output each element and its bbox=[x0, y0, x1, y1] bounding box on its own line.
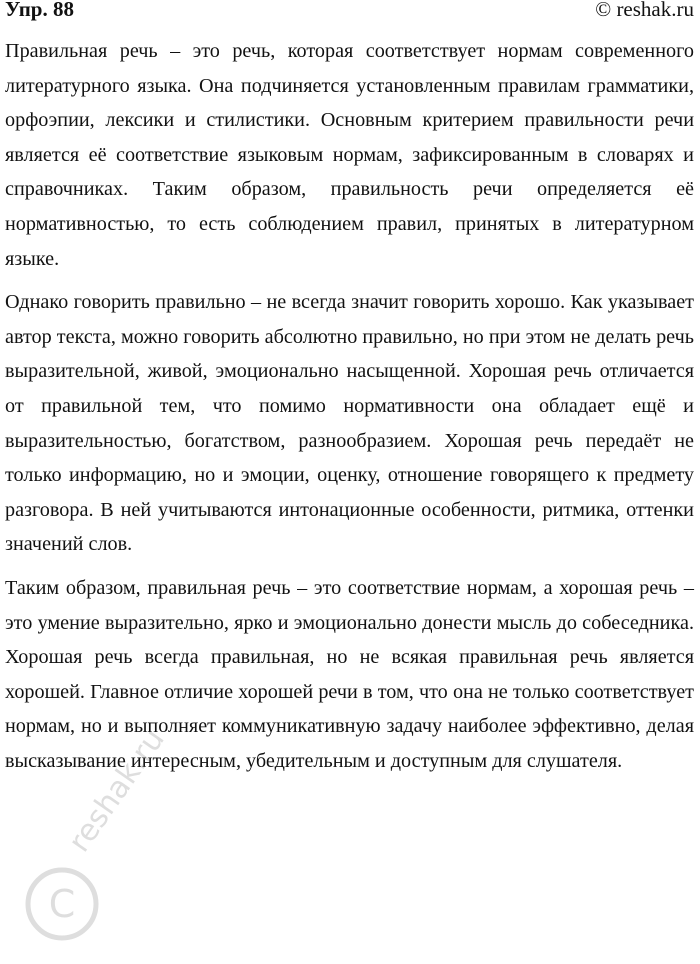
watermark-text: reshak.ru bbox=[61, 722, 172, 859]
paragraph-1: Правильная речь – это речь, которая соответствует нормам современного литературного языка. Она подчиняется установленным правилам грамматики, орфоэпии, лексики и стилистики. Основным критерием правильности речи является её соответствие языковым нормам, зафиксированным в словарях и справочниках. Таким образом, правильность речи определяется её нормативностью, то есть соблюдением правил, принятых в литературном языке. bbox=[5, 40, 694, 270]
header bbox=[5, 0, 694, 34]
svg-text:C: C bbox=[48, 882, 76, 926]
site-credit: © reshak.ru bbox=[595, 0, 694, 21]
paragraph-2: Однако говорить правильно – не всегда значит говорить хорошо. Как указывает автор текста, можно говорить абсолютно правильно, но при этом не делать речь выразительной, живой, эмоционально насыщенной. Хорошая речь отличается от правильной тем, что помимо нормативности она обладает ещё и выразительностью, богатством, разнообразием. Хорошая речь передаёт не только информацию, но и эмоции, оценку, отношение говорящего к предмету разговора. В ней учитываются интонационные особенности, ритмика, оттенки значений слов. bbox=[5, 291, 694, 556]
paragraph-3: Таким образом, правильная речь – это соответствие нормам, а хорошая речь – это умение выразительно, ярко и эмоционально донести мысль до собеседника. Хорошая речь всегда правильная, но не всякая правильная речь является хорошей. Главное отличие хорошей речи в том, что она не только соответствует нормам, но и выполняет коммуникативную задачу наиболее эффективно, делая высказывание интересным, убедительным и доступным для слушателя. bbox=[5, 576, 694, 772]
exercise-title: Упр. 88 bbox=[5, 0, 74, 21]
